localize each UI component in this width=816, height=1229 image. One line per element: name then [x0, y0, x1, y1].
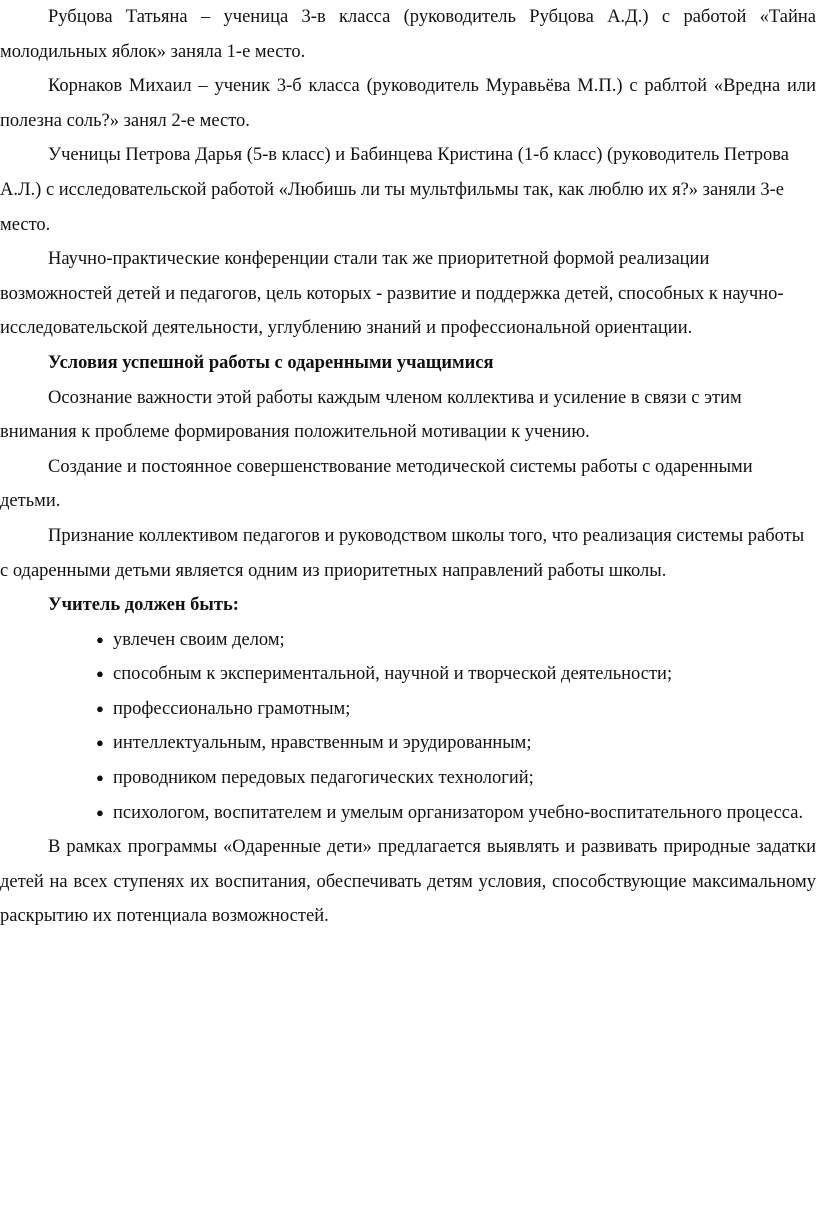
paragraph-condition-awareness: Осознание важности этой работы каждым членом коллектива и усиление в связи с этим внимания к проблеме формирования положительной мотивации к учению.: [0, 387, 742, 443]
bullet-icon: ●: [96, 631, 104, 647]
paragraph-condition-methodology: Создание и постоянное совершенствование методической системы работы с одаренными детьми.: [0, 456, 753, 512]
heading-teacher: Учитель должен быть:: [48, 595, 239, 616]
paragraph-program: В рамках программы «Одаренные дети» предлагается выявлять и развивать природные задатки детей на всех ступенях их воспитания, обеспечивать детям условия, способствующие максимальному раскрытию их потенциала возможностей.: [0, 837, 816, 927]
list-item: [0, 726, 816, 761]
bullet-icon: ●: [96, 770, 104, 786]
list-item-text: психологом, воспитателем и умелым организатором учебно-воспитательного процесса.: [113, 802, 804, 823]
bullet-icon: ●: [96, 666, 104, 682]
paragraph-winner-first: Рубцова Татьяна – ученица 3-в класса (руководитель Рубцова А.Д.) с работой «Тайна молодильных яблок» заняла 1-е место.: [0, 7, 816, 62]
list-item: [0, 657, 816, 692]
list-item: [0, 761, 816, 796]
teacher-qualities-list: [0, 623, 816, 831]
list-item: [0, 692, 816, 727]
list-item-text: способным к экспериментальной, научной и творческой деятельности;: [113, 664, 673, 685]
list-item: [0, 796, 816, 831]
heading-conditions: Условия успешной работы с одаренными учащимися: [48, 352, 494, 373]
list-item-text: интеллектуальным, нравственным и эрудированным;: [113, 733, 532, 754]
list-item: [0, 623, 816, 658]
paragraph-winner-third: Ученицы Петрова Дарья (5-в класс) и Бабинцева Кристина (1-б класс) (руководитель Петрова А.Л.) с исследовательской работой «Любишь ли ты мультфильмы так, как люблю их я?» заняли 3-е место.: [0, 145, 790, 235]
list-item-text: профессионально грамотным;: [113, 698, 351, 719]
list-item-text: увлечен своим делом;: [113, 629, 285, 650]
bullet-icon: ●: [96, 700, 104, 716]
bullet-icon: ●: [96, 804, 104, 820]
bullet-icon: ●: [96, 735, 104, 751]
paragraph-condition-recognition: Признание коллективом педагогов и руководством школы того, что реализация системы работы с одаренными детьми является одним из приоритетных направлений работы школы.: [0, 525, 805, 581]
paragraph-winner-second: Корнаков Михаил – ученик 3-б класса (руководитель Муравьёва М.П.) с раблтой «Вредна или полезна соль?» занял 2-е место.: [0, 76, 816, 131]
list-item-text: проводником передовых педагогических технологий;: [113, 768, 534, 789]
paragraph-conferences: Научно-практические конференции стали так же приоритетной формой реализации возможностей детей и педагогов, цель которых - развитие и поддержка детей, способных к научно-исследовательской деятельности, углублению знаний и профессиональной ориентации.: [0, 249, 784, 339]
